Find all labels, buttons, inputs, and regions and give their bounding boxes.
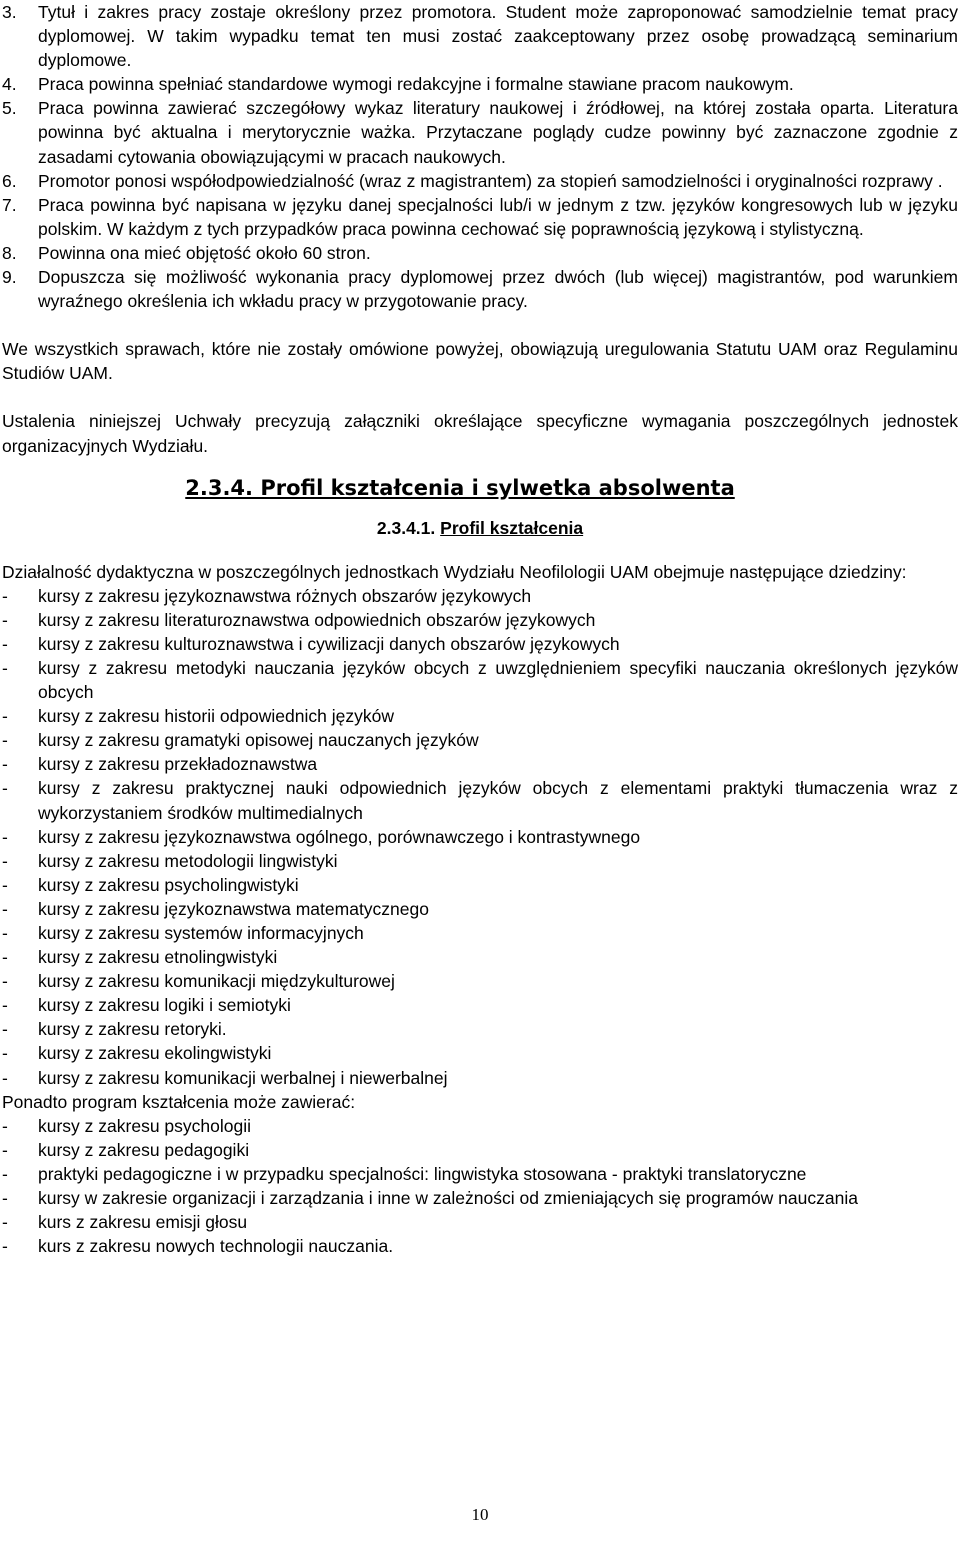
requirement-item [2, 169, 958, 193]
paragraph-intro: Działalność dydaktyczna w poszczególnych jednostkach Wydziału Neofilologii UAM obejmuje następujące dziedziny: [2, 561, 907, 582]
item-number: 5. [2, 98, 17, 119]
spacer [2, 385, 958, 409]
list-dash: - [2, 1212, 8, 1233]
list-item-text: kursy z zakresu językoznawstwa różnych obszarów językowych [38, 585, 532, 606]
list-dash: - [2, 706, 8, 727]
list-item-text: kursy z zakresu psychologii [38, 1115, 251, 1136]
list-item [2, 849, 958, 873]
list-item-text: kursy z zakresu systemów informacyjnych [38, 923, 364, 943]
requirement-item [2, 193, 958, 241]
requirement-item [2, 0, 958, 72]
list-item [2, 969, 958, 993]
list-dash: - [2, 1067, 8, 1088]
list-item-text: kursy z zakresu językoznawstwa matematycznego [38, 898, 429, 919]
item-text: Promotor ponosi współodpowiedzialność (wraz z magistrantem) za stopień samodzielności i oryginalności rozprawy . [38, 170, 943, 191]
list-item [2, 897, 958, 921]
requirement-item [2, 96, 958, 168]
list-dash: - [2, 850, 8, 871]
list-item-text: kursy z zakresu ekolingwistyki [38, 1043, 272, 1064]
list-item [2, 632, 958, 656]
subsection-title: Profil kształcenia [440, 517, 584, 538]
list-dash: - [2, 923, 8, 943]
list-item-text: kursy z zakresu logiki i semiotyki [38, 995, 291, 1016]
list-dash: - [2, 730, 8, 751]
list-dash: - [2, 826, 8, 847]
list-item [2, 1041, 958, 1065]
section-heading: 2.3.4. Profil kształcenia i sylwetka absolwenta [185, 475, 735, 500]
list-item [2, 704, 958, 728]
list-item-text: kursy z zakresu komunikacji międzykulturowej [38, 971, 395, 992]
list-item [2, 584, 958, 608]
item-number: 6. [2, 170, 17, 191]
list-dash: - [2, 1043, 8, 1064]
list-item-text: kursy z zakresu psycholingwistyki [38, 874, 299, 895]
requirements-list [2, 0, 958, 313]
list-item-text: kursy z zakresu komunikacji werbalnej i niewerbalnej [38, 1067, 448, 1088]
list-item-text: kursy z zakresu praktycznej nauki odpowiednich języków obcych z elementami praktyki tłumaczenia wraz z wykorzystaniem środków multimedialnych [38, 778, 958, 823]
list-item [2, 728, 958, 752]
list-item [2, 752, 958, 776]
list-item-text: praktyki pedagogiczne i w przypadku specjalności: lingwistyka stosowana - praktyki translatoryczne [38, 1163, 807, 1184]
requirement-item [2, 265, 958, 313]
list-item [2, 1138, 958, 1162]
item-text: Powinna ona mieć objętość około 60 stron. [38, 242, 371, 263]
list-dash: - [2, 1188, 8, 1209]
list-dash: - [2, 1115, 8, 1136]
list-dash: - [2, 1163, 8, 1184]
list-item-text: kurs z zakresu emisji głosu [38, 1212, 248, 1233]
list-dash: - [2, 609, 8, 630]
list-dash: - [2, 947, 8, 968]
list-item [2, 1210, 958, 1234]
list-dash: - [2, 754, 8, 775]
item-number: 9. [2, 267, 17, 288]
extra-courses-list [2, 1114, 958, 1259]
list-item-text: kursy z zakresu literaturoznawstwa odpowiednich obszarów językowych [38, 609, 596, 630]
list-item-text: kursy z zakresu retoryki. [38, 1019, 227, 1040]
list-item-text: kursy z zakresu historii odpowiednich języków [38, 706, 394, 727]
list-dash: - [2, 971, 8, 992]
requirement-item [2, 241, 958, 265]
list-item [2, 921, 958, 945]
item-text: Dopuszcza się możliwość wykonania pracy dyplomowej przez dwóch (lub więcej) magistrantów, pod warunkiem wyraźnego określenia ich wkładu pracy w przygotowanie pracy. [38, 267, 958, 312]
list-dash: - [2, 898, 8, 919]
list-item [2, 1186, 958, 1210]
list-item [2, 1017, 958, 1041]
subsection-heading [2, 516, 958, 540]
list-item-text: kursy z zakresu metodologii lingwistyki [38, 850, 338, 871]
paragraph-ponadto: Ponadto program kształcenia może zawierać: [2, 1091, 356, 1112]
item-number: 4. [2, 74, 17, 95]
list-item-text: kursy z zakresu metodyki nauczania języków obcych z uwzględnieniem specyfiki nauczania określonych języków obcych [38, 657, 958, 703]
paragraph-ustalenia: Ustalenia niniejszej Uchwały precyzują załączniki określające specyficzne wymagania poszczególnych jednostek organizacyjnych Wydziału. [2, 411, 958, 456]
list-item [2, 776, 958, 824]
list-item-text: kursy z zakresu pedagogiki [38, 1139, 250, 1160]
list-item [2, 1114, 958, 1138]
list-dash: - [2, 995, 8, 1016]
item-number: 8. [2, 242, 17, 263]
item-number: 7. [2, 194, 17, 215]
list-item-text: kursy z zakresu językoznawstwa ogólnego, porównawczego i kontrastywnego [38, 826, 641, 847]
item-text: Tytuł i zakres pracy zostaje określony przez promotora. Student może zaproponować samodzielnie temat pracy dyplomowej. W takim wypadku temat ten musi zostać zaakceptowany przez osobę prowadzącą seminarium dyplomowe. [38, 2, 958, 71]
list-item-text: kursy w zakresie organizacji i zarządzania i inne w zależności od zmieniających się programów nauczania [38, 1188, 858, 1209]
list-item [2, 1234, 958, 1258]
list-dash: - [2, 633, 8, 654]
list-item [2, 945, 958, 969]
spacer [2, 313, 958, 337]
list-item [2, 993, 958, 1017]
list-dash: - [2, 657, 8, 678]
list-item [2, 608, 958, 632]
list-dash: - [2, 874, 8, 895]
list-item-text: kursy z zakresu gramatyki opisowej nauczanych języków [38, 730, 479, 751]
list-item [2, 656, 958, 704]
requirement-item [2, 72, 958, 96]
page-number: 10 [471, 1505, 489, 1524]
list-item-text: kursy z zakresu kulturoznawstwa i cywilizacji danych obszarów językowych [38, 633, 620, 654]
list-item [2, 873, 958, 897]
list-item-text: kursy z zakresu etnolingwistyki [38, 947, 278, 968]
list-dash: - [2, 778, 8, 799]
subsection-number: 2.3.4.1. [376, 517, 436, 538]
list-item [2, 1162, 958, 1186]
list-dash: - [2, 1019, 8, 1040]
list-item-text: kurs z zakresu nowych technologii nauczania. [38, 1236, 394, 1257]
list-item [2, 1066, 958, 1090]
list-dash: - [2, 585, 8, 606]
paragraph-statut: We wszystkich sprawach, które nie zostały omówione powyżej, obowiązują uregulowania Statutu UAM oraz Regulaminu Studiów UAM. [2, 339, 958, 384]
item-text: Praca powinna być napisana w języku danej specjalności lub/i w jednym z tzw. języków kongresowych lub w języku polskim. W każdym z tych przypadków praca powinna cechować się poprawnością językową i stylistyczną. [38, 194, 958, 239]
courses-list [2, 584, 958, 1090]
item-text: Praca powinna spełniać standardowe wymogi redakcyjne i formalne stawiane pracom naukowym. [38, 74, 794, 95]
list-dash: - [2, 1236, 8, 1257]
item-number: 3. [2, 2, 17, 22]
list-item-text: kursy z zakresu przekładoznawstwa [38, 754, 318, 775]
list-dash: - [2, 1139, 8, 1160]
item-text: Praca powinna zawierać szczegółowy wykaz literatury naukowej i źródłowej, na której została oparta. Literatura powinna być aktualna i merytorycznie ważka. Przytaczane poglądy cudze powinny być zaznaczone zgodnie z zasadami cytowania obowiązującymi w pracach naukowych. [38, 98, 958, 167]
list-item [2, 825, 958, 849]
